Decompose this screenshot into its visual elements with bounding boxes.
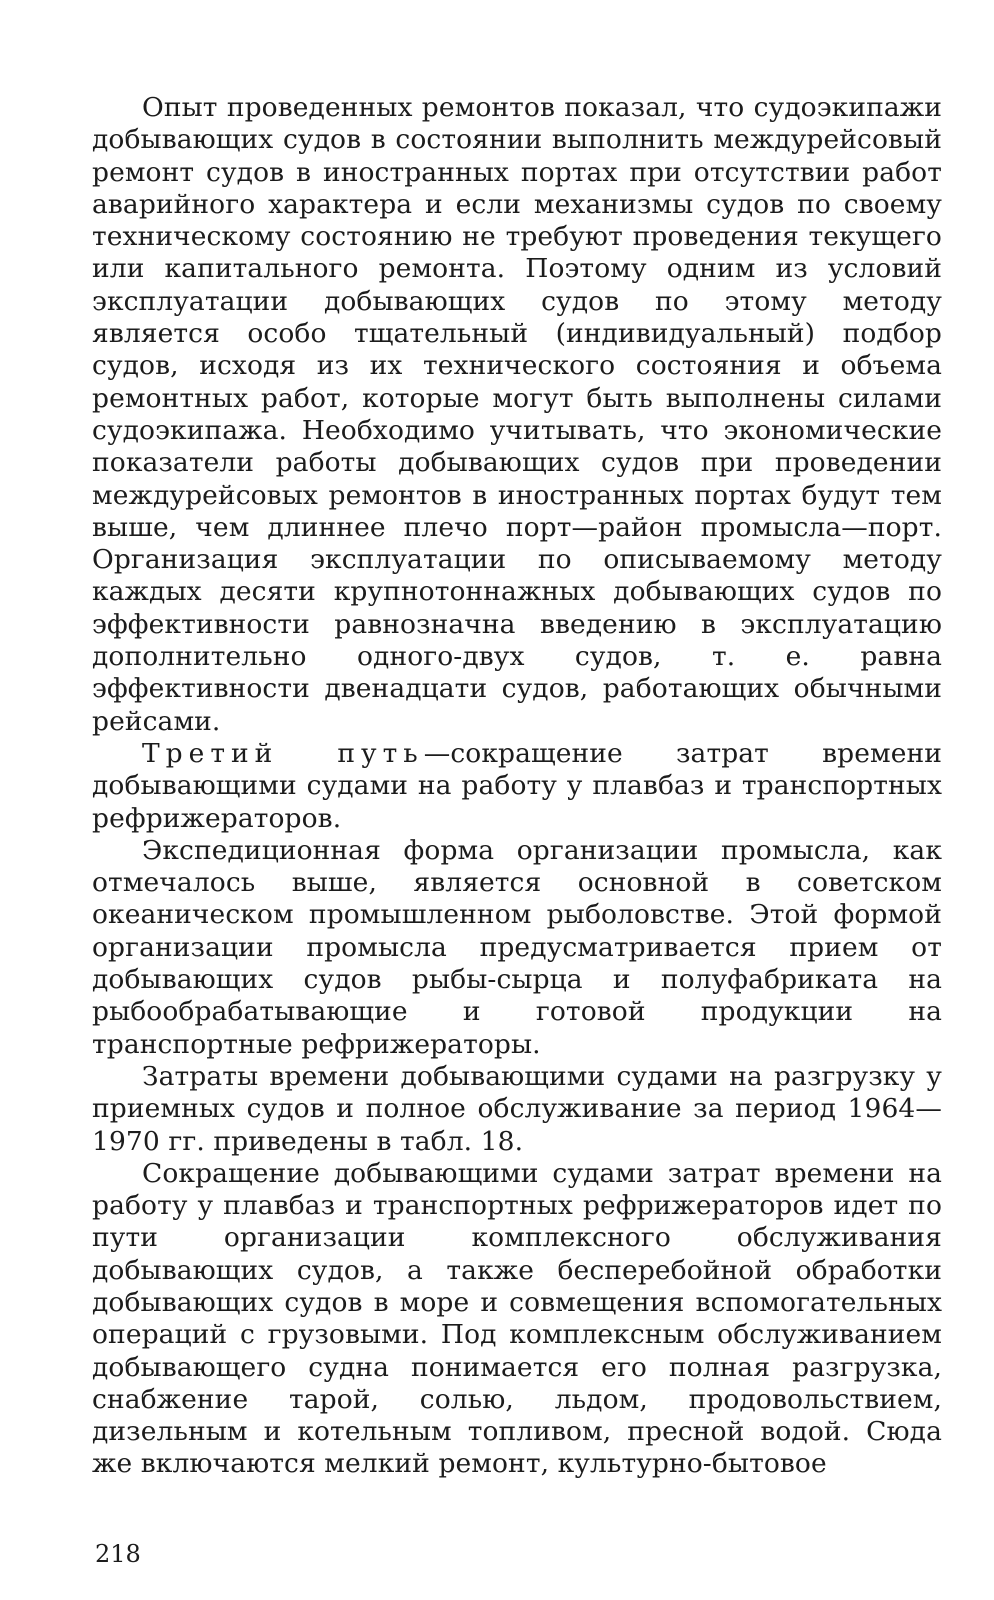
paragraph-2 xyxy=(92,738,942,835)
paragraph-4-text: Затраты времени добывающими судами на разгрузку у приемных судов и полное обслуживание за период 1964—1970 гг. приведены в табл. 18. xyxy=(92,1060,942,1157)
paragraph-3 xyxy=(92,835,942,1061)
paragraph-2-lead: Третий путь xyxy=(142,737,424,769)
page-number: 218 xyxy=(95,1540,141,1568)
paragraph-5-text: Сокращение добывающими судами затрат времени на работу у плавбаз и транспортных рефрижераторов идет по пути организации комплексного обслуживания добывающих судов, а также бесперебойной обработки добывающих судов в море и совмещения вспомогательных операций с грузовыми. Под комплексным обслуживанием добывающего судна понимается его полная разгрузка, снабжение тарой, солью, льдом, продовольствием, дизельным и котельным топливом, пресной водой. Сюда же включаются мелкий ремонт, культурно-бытовое xyxy=(92,1157,942,1480)
paragraph-1 xyxy=(92,92,942,738)
paragraph-1-text: Опыт проведенных ремонтов показал, что судоэкипажи добывающих судов в состоянии выполнить междурейсовый ремонт судов в иностранных портах при отсутствии работ аварийного характера и если механизмы судов по своему техническому состоянию не требуют проведения текущего или капитального ремонта. Поэтому одним из условий эксплуатации добывающих судов по этому методу является особо тщательный (индивидуальный) подбор судов, исходя из их технического состояния и объема ремонтных работ, которые могут быть выполнены силами судоэкипажа. Необходимо учитывать, что экономические показатели работы добывающих судов при проведении междурейсовых ремонтов в иностранных портах будут тем выше, чем длиннее плечо порт—район промысла—порт. Организация эксплуатации по описываемому методу каждых десяти крупнотоннажных добывающих судов по эффективности равнозначна введению в эксплуатацию дополнительно одного-двух судов, т. е. равна эффективности двенадцати судов, работающих обычными рейсами. xyxy=(92,92,942,737)
page-body xyxy=(92,92,942,1582)
paragraph-4 xyxy=(92,1061,942,1158)
paragraph-3-text: Экспедиционная форма организации промысла, как отмечалось выше, является основной в советском океаническом промышленном рыболовстве. Этой формой организации промысла предусматривается прием от добывающих судов рыбы-сырца и полуфабриката на рыбообрабатывающие и готовой продукции на транспортные рефрижераторы. xyxy=(92,834,942,1060)
paragraph-5 xyxy=(92,1158,942,1481)
paragraph-2-text: —сокращение затрат времени добывающими судами на работу у плавбаз и транспортных рефрижераторов. xyxy=(92,737,942,834)
